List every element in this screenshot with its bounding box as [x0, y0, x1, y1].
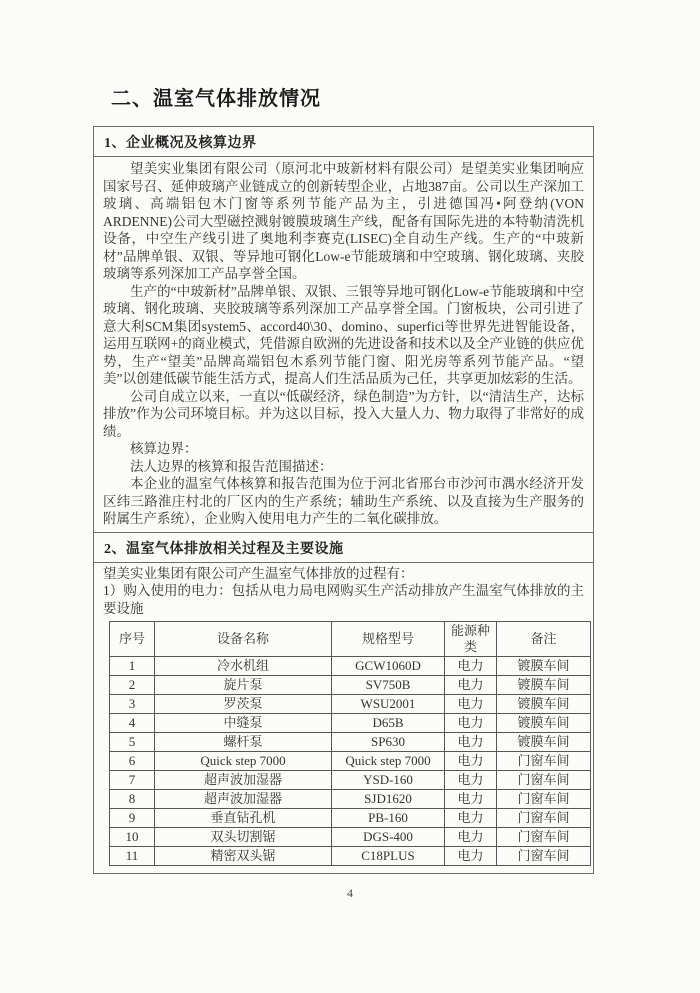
section2-intro: 望美实业集团有限公司产生温室气体排放的过程有： [103, 565, 414, 581]
page-number: 4 [347, 886, 353, 900]
table-cell: 9 [110, 809, 155, 828]
table-cell: 双头切割锯 [155, 828, 332, 847]
table-cell: 精密双头锯 [155, 847, 332, 866]
table-row [110, 828, 591, 847]
table-cell: 镀膜车间 [497, 733, 591, 752]
table-cell: 4 [110, 714, 155, 733]
table-cell: 垂直钻孔机 [155, 809, 332, 828]
col-header-energy-type: 能源种类 [445, 622, 497, 657]
table-cell: 超声波加湿器 [155, 790, 332, 809]
table-cell: C18PLUS [332, 847, 445, 866]
report-box [93, 126, 594, 874]
paragraph-company-overview-2: 生产的“中玻新材”品牌单银、双银、三银等异地可钢化Low-e节能玻璃和中空玻璃、钢化玻璃、夹胶玻璃等系列深加工产品享誉全国。门窗板块，公司引进了意大利SCM集团system5、accord40\30、domino、superfici等世界先进智能设备，运用互联网+的商业模式，凭借源自欧洲的先进设备和技术以及全产业链的供应优势，生产“望美”品牌高端铝包木系列节能门窗、阳光房等系列节能产品。“望美”以创建低碳节能生活方式，提高人们生活品质为己任，共享更加炫彩的生活。 [103, 283, 584, 386]
table-cell: Quick step 7000 [155, 752, 332, 771]
col-header-device-name: 设备名称 [155, 622, 332, 657]
paragraph-company-overview-1: 望美实业集团有限公司（原河北中玻新材料有限公司）是望美实业集团响应国家号召、延伸玻璃产业链成立的创新转型企业，占地387亩。公司以生产深加工玻璃、高端铝包木门窗等系列节能产品为主，引进德国冯•阿登纳(VON ARDENNE)公司大型磁控溅射镀膜玻璃生产线，配备有国际先进的本特勒清洗机设备，中空生产线引进了奥地利李赛克(LISEC)全自动生产线。生产的“中玻新材”品牌单银、双银、等异地可钢化Low-e节能玻璃和中空玻璃、钢化玻璃、夹胶玻璃等系列深加工产品享誉全国。 [103, 161, 584, 281]
table-cell: 门窗车间 [497, 752, 591, 771]
table-row [110, 733, 591, 752]
table-header-row [110, 622, 591, 657]
equipment-table-body [110, 657, 591, 866]
table-row [110, 714, 591, 733]
section1-body [94, 157, 593, 532]
table-cell: 门窗车间 [497, 809, 591, 828]
table-cell: 电力 [445, 752, 497, 771]
table-cell: 电力 [445, 714, 497, 733]
table-cell: 镀膜车间 [497, 695, 591, 714]
table-row [110, 790, 591, 809]
paragraph-accounting-boundary-label: 核算边界： [130, 441, 198, 456]
table-row [110, 752, 591, 771]
table-cell: 电力 [445, 733, 497, 752]
table-cell: 门窗车间 [497, 771, 591, 790]
table-cell: 门窗车间 [497, 828, 591, 847]
table-cell: 2 [110, 676, 155, 695]
col-header-model: 规格型号 [332, 622, 445, 657]
paragraph-legal-boundary-label: 法人边界的核算和报告范围描述： [130, 458, 333, 474]
table-cell: 电力 [445, 676, 497, 695]
table-cell: 电力 [445, 790, 497, 809]
table-cell: D65B [332, 714, 445, 733]
col-header-serial: 序号 [110, 622, 155, 657]
table-cell: 螺杆泵 [155, 733, 332, 752]
table-row [110, 771, 591, 790]
table-row [110, 809, 591, 828]
table-cell: 冷水机组 [155, 657, 332, 676]
table-row [110, 657, 591, 676]
table-cell: 镀膜车间 [497, 714, 591, 733]
table-cell: 电力 [445, 828, 497, 847]
paragraph-boundary-description: 本企业的温室气体核算和报告范围为位于河北省邢台市沙河市湡水经济开发区纬三路淮庄村北的厂区内的生产系统；辅助生产系统、以及直接为生产服务的附属生产系统），企业购入使用电力产生的二氧化碳排放。 [103, 476, 584, 526]
section1-heading: 1、企业概况及核算边界 [94, 127, 593, 157]
table-cell: GCW1060D [332, 657, 445, 676]
table-cell: SP630 [332, 733, 445, 752]
table-cell: 10 [110, 828, 155, 847]
table-cell: SV750B [332, 676, 445, 695]
table-cell: SJD1620 [332, 790, 445, 809]
table-cell: 8 [110, 790, 155, 809]
table-row [110, 695, 591, 714]
table-cell: 11 [110, 847, 155, 866]
equipment-table [109, 621, 591, 866]
table-cell: Quick step 7000 [332, 752, 445, 771]
table-cell: 1 [110, 657, 155, 676]
col-header-remark: 备注 [497, 622, 591, 657]
table-cell: 中缝泵 [155, 714, 332, 733]
table-cell: WSU2001 [332, 695, 445, 714]
section2-heading: 2、温室气体排放相关过程及主要设施 [94, 532, 593, 563]
table-row [110, 676, 591, 695]
table-cell: 罗茨泵 [155, 695, 332, 714]
section2-body [94, 563, 593, 874]
table-cell: 电力 [445, 809, 497, 828]
table-cell: 5 [110, 733, 155, 752]
section2-item1: 1）购入使用的电力：包括从电力局电网购买生产活动排放产生温室气体排放的主要设施 [103, 583, 584, 616]
table-cell: 旋片泵 [155, 676, 332, 695]
page-title: 二、温室气体排放情况 [111, 88, 321, 110]
table-cell: 电力 [445, 771, 497, 790]
table-cell: 6 [110, 752, 155, 771]
table-cell: 超声波加湿器 [155, 771, 332, 790]
table-cell: DGS-400 [332, 828, 445, 847]
table-cell: 门窗车间 [497, 847, 591, 866]
table-cell: 电力 [445, 695, 497, 714]
table-cell: 3 [110, 695, 155, 714]
paragraph-environment-policy: 公司自成立以来，一直以“低碳经济，绿色制造”为方针，以“清洁生产，达标排放”作为公司环境目标。并为这以目标，投入大量人力、物力取得了非常好的成绩。 [103, 388, 584, 439]
table-cell: 电力 [445, 847, 497, 866]
table-cell: YSD-160 [332, 771, 445, 790]
table-row [110, 847, 591, 866]
table-cell: 门窗车间 [497, 790, 591, 809]
table-cell: 镀膜车间 [497, 657, 591, 676]
table-cell: 7 [110, 771, 155, 790]
table-cell: 镀膜车间 [497, 676, 591, 695]
table-cell: 电力 [445, 657, 497, 676]
table-cell: PB-160 [332, 809, 445, 828]
